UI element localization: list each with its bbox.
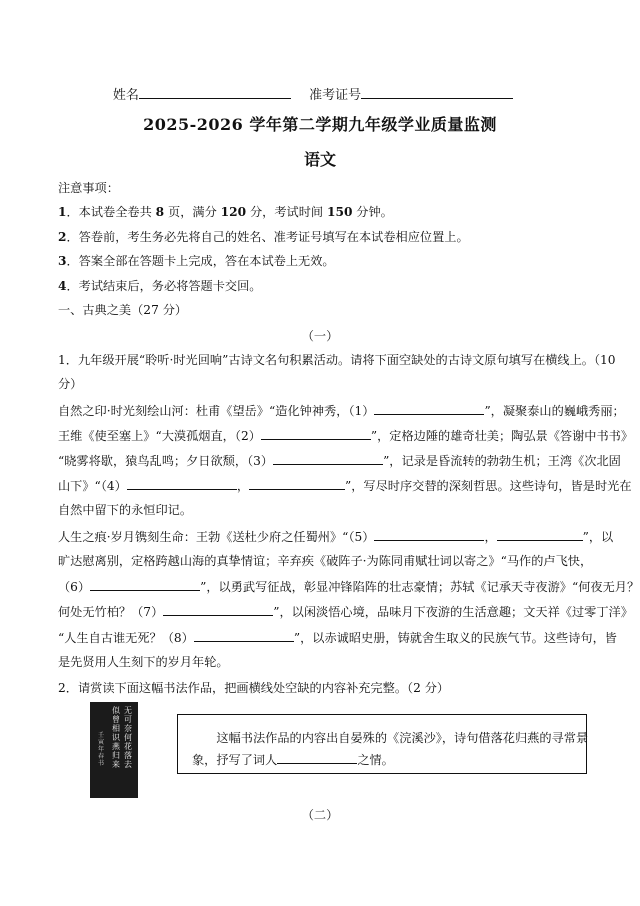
q1-para2-line4: [58, 603, 633, 620]
q1-text: ”，以赤诚昭史册，铸就舍生取义的民族气节。这些诗句，皆: [293, 631, 617, 645]
q1-para1-line5: 自然中留下的永恒印记。: [58, 503, 193, 517]
page-count: 8: [155, 205, 165, 219]
answer-blank-q2[interactable]: [277, 751, 357, 764]
notice-item-4: [58, 278, 592, 294]
answer-blank-6[interactable]: [90, 578, 200, 591]
answer-blank-1[interactable]: [374, 402, 484, 415]
q1-text: 山下》“（4）: [58, 479, 127, 493]
calligraphy-signature: 壬寅年春书: [98, 732, 105, 767]
q1-stem: 1．九年级开展“聆听·时光回响”古诗文名句积累活动。请将下面空缺处的古诗文原句填写在横线上。（10: [58, 353, 616, 367]
notice-text: ．考试结束后，务必将答题卡交回。: [66, 279, 262, 293]
q1-text: ”，凝聚泰山的巍峨秀丽；: [484, 404, 625, 418]
notice-text: ．本试卷全卷共: [66, 205, 156, 219]
q1-text: 自然之印·时光刻绘山河：杜甫《望岳》“造化钟神秀，（1）: [58, 404, 375, 418]
q1-text: 何处无竹柏？（7）: [58, 605, 164, 619]
q1-text: 王维《使至塞上》“大漠孤烟直，（2）: [58, 429, 261, 443]
answer-blank-5b[interactable]: [497, 528, 583, 541]
notice-item-2: [58, 229, 592, 245]
answer-blank-5a[interactable]: [374, 528, 484, 541]
q1-para2-line3: [58, 578, 640, 595]
q1-para1-line3: [58, 452, 621, 469]
section-title: 一、古典之美（27 分）: [58, 303, 188, 317]
q2-box-line1: 这幅书法作品的内容出自晏殊的《浣溪沙》，诗句借落花归燕的寻常景: [216, 731, 589, 745]
candidate-info-line: [0, 84, 640, 103]
q1-text: ”，以闲淡悟心境，品味月下夜游的生活意趣；文天祥《过零丁洋》: [273, 605, 633, 619]
notice-heading: 注意事项：: [58, 181, 119, 195]
notice-text: 分钟。: [352, 205, 393, 219]
q1-text: ，: [236, 479, 250, 493]
q1-para1-line1: [58, 402, 625, 419]
notice-text: 分，考试时间: [246, 205, 327, 219]
q1-text: ”，以: [582, 530, 614, 544]
answer-blank-7[interactable]: [163, 603, 273, 616]
q1-text: ，: [484, 530, 497, 544]
q1-para2-line1: [58, 528, 614, 545]
notice-text: ．答卷前，考生务必先将自己的姓名、准考证号填写在本试卷相应位置上。: [66, 230, 469, 244]
q1-para2-line2: 旷达慰离别，定格跨越山海的真挚情谊；辛弃疾《破阵子·为陈同甫赋壮词以寄之》“马作的卢飞快，: [58, 554, 593, 568]
notice-num: 3: [58, 254, 67, 268]
answer-blank-4b[interactable]: [249, 477, 345, 490]
answer-blank-4a[interactable]: [127, 477, 237, 490]
id-blank[interactable]: [361, 86, 513, 99]
q1-text: ”，定格边陲的雄奇壮美；陶弘景《答谢中书书》: [370, 429, 634, 443]
name-label: 姓名: [112, 88, 139, 103]
part-two-heading: （二）: [301, 808, 339, 822]
id-label: 准考证号: [309, 88, 362, 103]
q2-box-text: 之情。: [357, 753, 394, 767]
q2-box-line2: [192, 749, 572, 771]
notice-text: ．答案全部在答题卡上完成，答在本试卷上无效。: [66, 254, 335, 268]
q2-box-text: 象，抒写了词人: [192, 753, 278, 767]
q1-text: 人生之痕·岁月镌刻生命：王勃《送杜少府之任蜀州》“（5）: [58, 530, 375, 544]
notice-num: 1: [58, 205, 67, 219]
q1-para2-line5: [58, 629, 617, 646]
full-score: 120: [220, 205, 247, 219]
q1-para1-line4: [58, 477, 632, 494]
name-blank[interactable]: [139, 86, 291, 99]
q2-stem: 2．请赏读下面这幅书法作品，把画横线处空缺的内容补充完整。（2 分）: [58, 681, 450, 695]
q1-text: “人生自古谁无死？（8）: [58, 631, 194, 645]
q2-answer-box: [177, 714, 587, 774]
q1-para1-line2: [58, 427, 634, 444]
notice-num: 4: [58, 279, 67, 293]
notice-num: 2: [58, 230, 67, 244]
notice-text: 页，满分: [164, 205, 221, 219]
calligraphy-column: 似曾相识燕归来: [112, 706, 120, 769]
q1-stem-cont: 分）: [58, 377, 83, 391]
answer-blank-8[interactable]: [194, 629, 294, 642]
q1-text: ”，记录是昏流转的勃勃生机；王湾《次北固: [383, 454, 621, 468]
exam-title: 2025-2026 学年第二学期九年级学业质量监测: [143, 115, 497, 134]
notice-item-3: [58, 253, 592, 269]
answer-blank-3[interactable]: [273, 452, 383, 465]
part-one-heading: （一）: [301, 329, 339, 343]
calligraphy-image: [90, 702, 138, 798]
answer-blank-2[interactable]: [261, 427, 371, 440]
q1-para2-line6: 是先贤用人生刻下的岁月年轮。: [58, 655, 229, 669]
notice-item-1: [58, 204, 592, 220]
q1-text: ”，以勇武写征战，彰显冲锋陷阵的壮志豪情；苏轼《记承天寺夜游》“何夜无月？: [200, 580, 640, 594]
calligraphy-column: 无可奈何花落去: [124, 706, 132, 769]
q1-text: （6）: [58, 580, 91, 594]
q1-text: “晓雾将歇，猿鸟乱鸣；夕日欲颓，（3）: [58, 454, 274, 468]
exam-minutes: 150: [326, 205, 353, 219]
q1-text: ”，写尽时序交替的深刻哲思。这些诗句，皆是时光在: [345, 479, 632, 493]
exam-subject: 语文: [303, 150, 336, 169]
